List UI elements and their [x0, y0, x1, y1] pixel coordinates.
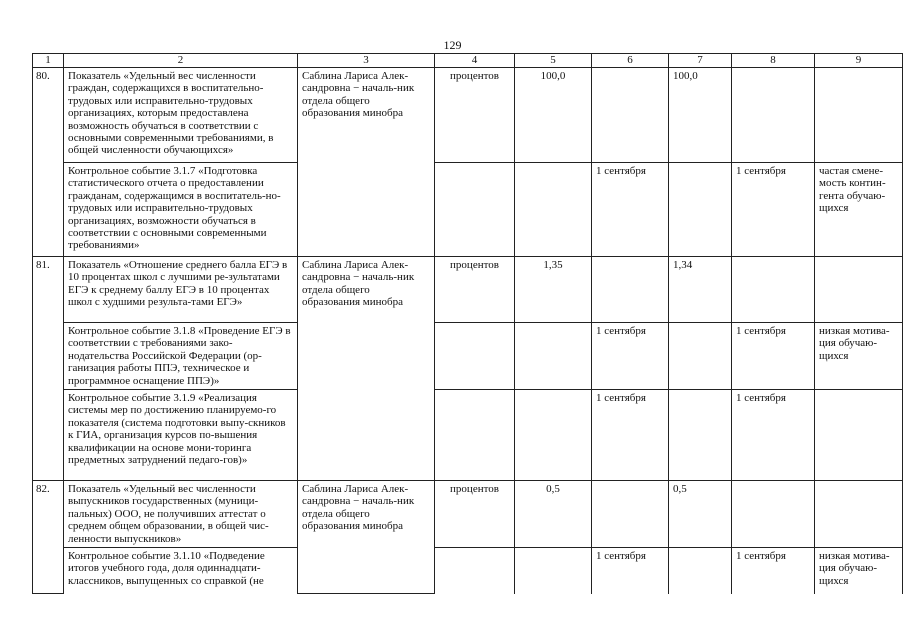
- deadline-col8: 1 сентября: [732, 323, 815, 390]
- deadline-col6: 1 сентября: [592, 548, 669, 594]
- value-col5: 1,35: [515, 257, 592, 323]
- unit: [435, 390, 515, 481]
- header-cell: 6: [592, 54, 669, 68]
- table-row: [33, 323, 903, 390]
- unit: процентов: [435, 68, 515, 163]
- value-col5: [515, 163, 592, 257]
- value-col5: [515, 548, 592, 594]
- unit: процентов: [435, 257, 515, 323]
- deadline-col6: 1 сентября: [592, 323, 669, 390]
- row-number: 82.: [33, 481, 64, 594]
- unit: процентов: [435, 481, 515, 548]
- header-cell: 4: [435, 54, 515, 68]
- value-col6: [592, 68, 669, 163]
- value-col8: [732, 481, 815, 548]
- header-cell: 5: [515, 54, 592, 68]
- value-col8: [732, 68, 815, 163]
- unit: [435, 323, 515, 390]
- table-row: [33, 548, 903, 594]
- column-number-row: [33, 54, 903, 68]
- table-row: [33, 257, 903, 323]
- control-event-text: Контрольное событие 3.1.8 «Проведение ЕГЭ в соответствии с требованиями зако-нодательства Российской Федерации (ор-ганизация работы ППЭ, техническое и программное оснащение ППЭ)»: [64, 323, 298, 390]
- deadline-col8: 1 сентября: [732, 390, 815, 481]
- indicator-text: Показатель «Удельный вес численности выпускников государственных (муници-пальных) ООО, не получивших аттестат о среднем общем образовании, в общей чис-ленности выпускников»: [64, 481, 298, 548]
- value-col7: 1,34: [669, 257, 732, 323]
- value-col5: [515, 323, 592, 390]
- deadline-col8: 1 сентября: [732, 548, 815, 594]
- table-row: [33, 163, 903, 257]
- control-event-text: Контрольное событие 3.1.9 «Реализация системы мер по достижению планируемо-го показателя (система подготовки выпу-скников к ГИА, организация курсов по-вышения квалификации на основе мони-торинга предметных затруднений педаго-гов)»: [64, 390, 298, 481]
- value-col9: [815, 68, 903, 163]
- value-col7: [669, 390, 732, 481]
- responsible-person: Саблина Лариса Алек-сандровна − началь-ник отдела общего образования минобра: [298, 257, 435, 481]
- control-event-text: Контрольное событие 3.1.10 «Подведение итогов учебного года, доля одиннадцати-классников, выпущенных со справкой (не: [64, 548, 298, 594]
- deadline-col6: 1 сентября: [592, 390, 669, 481]
- value-col5: 100,0: [515, 68, 592, 163]
- header-cell: 9: [815, 54, 903, 68]
- risk-col9: низкая мотива-ция обучаю-щихся: [815, 323, 903, 390]
- value-col8: [732, 257, 815, 323]
- row-number: 80.: [33, 68, 64, 257]
- deadline-col8: 1 сентября: [732, 163, 815, 257]
- risk-col9: низкая мотива-ция обучаю-щихся: [815, 548, 903, 594]
- table-row: [33, 68, 903, 163]
- responsible-person: Саблина Лариса Алек-сандровна − началь-ник отдела общего образования минобра: [298, 68, 435, 257]
- responsible-person: Саблина Лариса Алек-сандровна − началь-ник отдела общего образования минобра: [298, 481, 435, 594]
- row-number: 81.: [33, 257, 64, 481]
- unit: [435, 548, 515, 594]
- table-row: [33, 481, 903, 548]
- value-col9: [815, 257, 903, 323]
- value-col6: [592, 481, 669, 548]
- control-event-text: Контрольное событие 3.1.7 «Подготовка статистического отчета о предоставлении гражданам, содержащимся в воспитатель-но-трудовых или исправительно-трудовых организациях, возможности обучаться в соответствии с основными современными требованиями»: [64, 163, 298, 257]
- unit: [435, 163, 515, 257]
- header-cell: 8: [732, 54, 815, 68]
- value-col7: [669, 163, 732, 257]
- risk-col9: частая смене-мость контин-гента обучаю-щихся: [815, 163, 903, 257]
- value-col6: [592, 257, 669, 323]
- header-cell: 7: [669, 54, 732, 68]
- plan-table: [32, 53, 903, 594]
- deadline-col6: 1 сентября: [592, 163, 669, 257]
- indicator-text: Показатель «Удельный вес численности граждан, содержащихся в воспитательно-трудовых или исправительно-трудовых организациях, которым предоставлена возможность обучаться в соответствии с основными современными требованиями, в общей численности обучающихся»: [64, 68, 298, 163]
- indicator-text: Показатель «Отношение среднего балла ЕГЭ в 10 процентах школ с лучшими ре-зультатами ЕГЭ к среднему баллу ЕГЭ в 10 процентах школ с худшими результа-тами ЕГЭ»: [64, 257, 298, 323]
- value-col7: [669, 323, 732, 390]
- risk-col9: [815, 390, 903, 481]
- table-row: [33, 390, 903, 481]
- value-col7: [669, 548, 732, 594]
- value-col5: [515, 390, 592, 481]
- value-col9: [815, 481, 903, 548]
- header-cell: 3: [298, 54, 435, 68]
- value-col5: 0,5: [515, 481, 592, 548]
- header-cell: 2: [64, 54, 298, 68]
- page-number: 129: [443, 38, 462, 52]
- value-col7: 100,0: [669, 68, 732, 163]
- value-col7: 0,5: [669, 481, 732, 548]
- header-cell: 1: [33, 54, 64, 68]
